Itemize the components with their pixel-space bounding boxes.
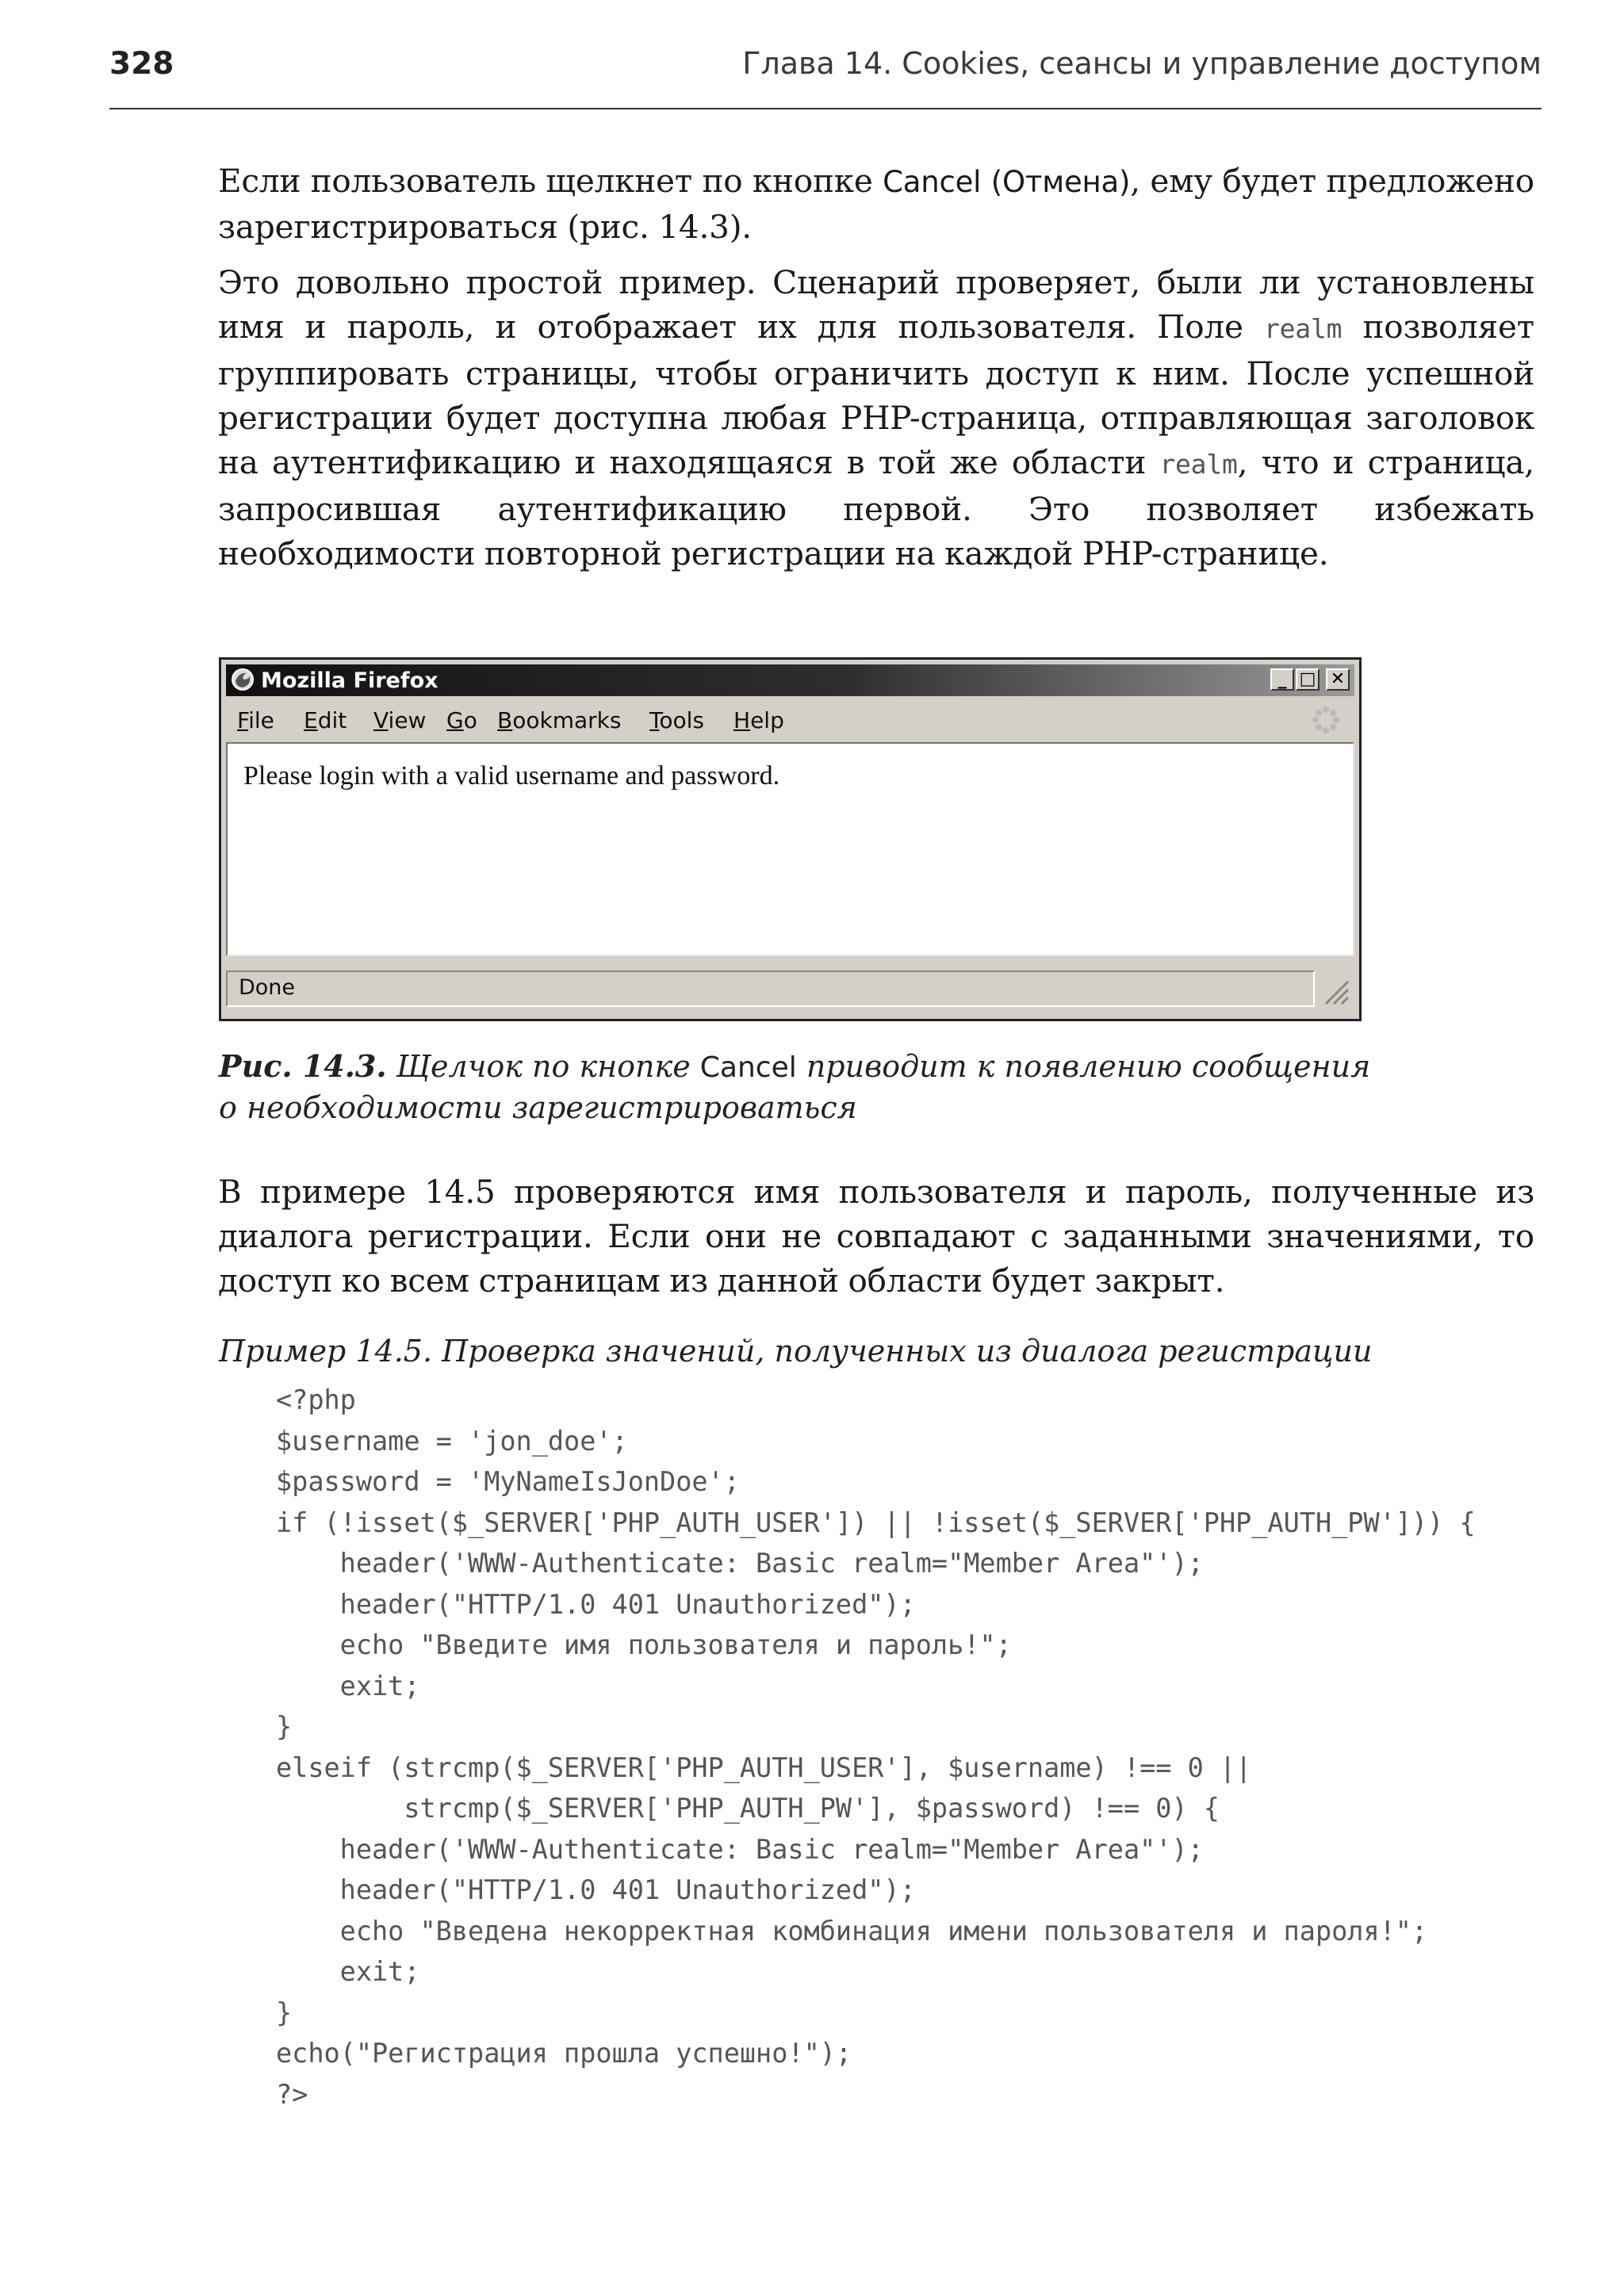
caption-label: Рис. 14.3. [219, 1048, 387, 1084]
menu-bookmarks[interactable] [497, 707, 621, 733]
text-run [981, 162, 990, 200]
menu-label: dit [317, 707, 347, 733]
status-text: Done [239, 975, 296, 1000]
code-line: strcmp($_SERVER['PHP_AUTH_PW'], $password) !== 0) { [276, 1793, 1220, 1824]
text-run: Это довольно простой пример. Сценарий проверяет, были ли установлены имя и пароль, и отображает их для пользователя. Поле [218, 263, 1534, 346]
code-line: echo("Регистрация прошла успешно!"); [276, 2038, 852, 2069]
menu-mnemonic: T [649, 707, 660, 733]
menu-mnemonic: H [733, 707, 751, 733]
menu-label: ookmarks [512, 707, 622, 733]
resize-grip-icon[interactable] [1320, 975, 1351, 1007]
status-bar [226, 967, 1354, 1012]
paragraph-realm [218, 260, 1534, 576]
menu-mnemonic: V [373, 707, 389, 733]
body-text-top [218, 159, 1534, 587]
text-run: , ему будет предложено зарегистрироваться (рис. 14.3). [218, 162, 1534, 246]
code-line: $password = 'MyNameIsJonDoe'; [276, 1466, 740, 1497]
text-run: , что и страница, запросившая аутентификацию первой. Это позволяет избежать необходимости повторной регистрации на каждой PHP-странице. [218, 443, 1534, 572]
code-line: exit; [276, 1670, 420, 1702]
realm-term: realm [1263, 313, 1342, 344]
menu-view[interactable] [373, 707, 426, 733]
menu-bar [226, 699, 1354, 741]
caption-text: Щелчок по кнопке [386, 1049, 700, 1084]
close-button[interactable]: ✕ [1326, 668, 1350, 691]
paragraph-example-intro: В примере 14.5 проверяются имя пользователя и пароль, полученные из диалога регистрации. Если они не совпадают с заданными значениями, то доступ ко всем страницам из данной области будет закрыт. [218, 1173, 1534, 1300]
code-line: elseif (strcmp($_SERVER['PHP_AUTH_USER'], $username) !== 0 || [276, 1751, 1252, 1783]
example-title: Пример 14.5. Проверка значений, полученных из диалога регистрации [219, 1334, 1373, 1369]
menu-label: ools [659, 707, 704, 733]
menu-edit[interactable] [304, 707, 347, 733]
code-listing [276, 1380, 1476, 2115]
menu-label: elp [750, 707, 784, 733]
code-line: ?> [276, 2078, 308, 2110]
code-line: echo "Введена некорректная комбинация имени пользователя и пароля!"; [276, 1915, 1428, 1947]
menu-file[interactable] [237, 707, 274, 733]
figure-caption [219, 1047, 1519, 1127]
cancel-term: Cancel [883, 165, 982, 199]
code-line: header('WWW-Authenticate: Basic realm="Member Area"'); [276, 1833, 1204, 1865]
menu-label: iew [388, 707, 427, 733]
caption-cancel-term: Cancel [699, 1051, 797, 1084]
menu-label: ile [248, 707, 274, 733]
menu-tools[interactable] [649, 707, 704, 733]
running-header [109, 46, 1542, 94]
login-message: Please login with a valid username and password. [243, 761, 780, 791]
body-text-bottom [218, 1170, 1534, 1314]
minimize-button[interactable]: _ [1270, 668, 1294, 691]
title-bar [226, 664, 1354, 696]
code-line: } [276, 1711, 293, 1742]
paragraph-cancel [218, 159, 1534, 249]
status-field [226, 970, 1315, 1007]
page-content-area [226, 742, 1354, 956]
menu-mnemonic: G [446, 707, 464, 733]
maximize-button[interactable]: □ [1296, 668, 1320, 691]
caption-line-2: о необходимости зарегистрироваться [219, 1090, 857, 1125]
figure-firefox-screenshot [219, 657, 1362, 1021]
chapter-title: Глава 14. Cookies, сеансы и управление доступом [742, 46, 1542, 81]
code-line: header("HTTP/1.0 401 Unauthorized"); [276, 1874, 916, 1905]
cancel-translation: (Отмена) [990, 165, 1131, 199]
text-run: Если пользователь щелкнет по кнопке [218, 162, 883, 200]
code-line: exit; [276, 1956, 420, 1987]
menu-go[interactable] [446, 707, 477, 733]
code-line: header("HTTP/1.0 401 Unauthorized"); [276, 1588, 916, 1620]
caption-text: приводит к появлению сообщения [796, 1049, 1371, 1084]
realm-term: realm [1159, 449, 1238, 480]
menu-label: o [463, 707, 477, 733]
text-run: позволяет группировать страницы, чтобы ограничить доступ к ним. После успешной регистрации будет доступна любая PHP-страница, отправляющая заголовок на аутентификацию и находящаяся в той же области [218, 308, 1534, 481]
code-line: echo "Введите имя пользователя и пароль!"; [276, 1629, 1012, 1660]
code-line: <?php [276, 1384, 356, 1415]
code-line: } [276, 1996, 293, 2028]
window-title: Mozilla Firefox [261, 668, 439, 693]
firefox-icon [231, 668, 255, 691]
code-line: if (!isset($_SERVER['PHP_AUTH_USER']) || !isset($_SERVER['PHP_AUTH_PW'])) { [276, 1506, 1476, 1538]
page-number: 328 [109, 46, 174, 82]
browser-window [219, 657, 1362, 1021]
throbber-icon [1310, 704, 1342, 736]
menu-mnemonic: B [497, 707, 513, 733]
menu-mnemonic: E [304, 707, 318, 733]
code-line: $username = 'jon_doe'; [276, 1425, 628, 1457]
header-rule [109, 108, 1542, 109]
menu-help[interactable] [733, 707, 784, 733]
caption-line-1 [219, 1047, 1519, 1088]
code-line: header('WWW-Authenticate: Basic realm="Member Area"'); [276, 1548, 1204, 1579]
menu-mnemonic: F [237, 707, 249, 733]
